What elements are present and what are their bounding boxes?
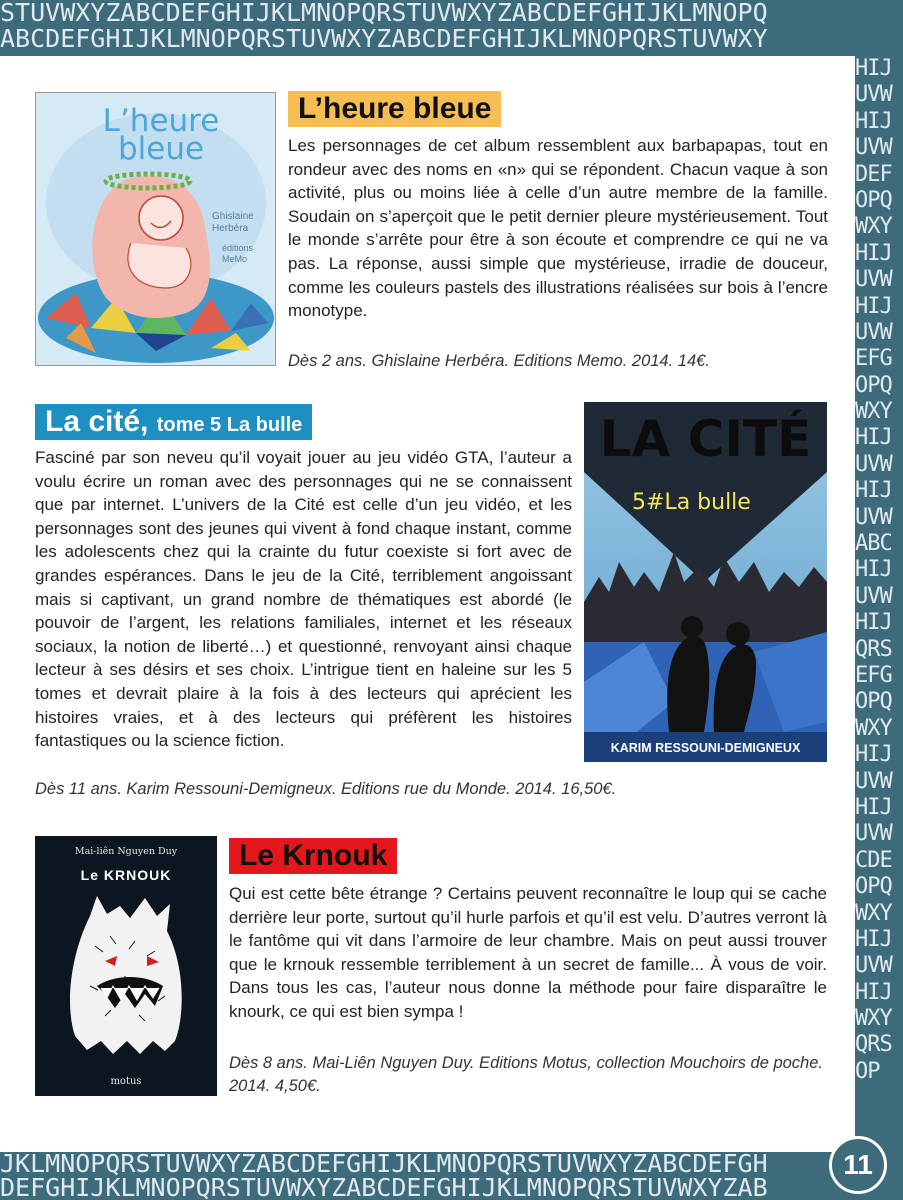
top-letter-band — [0, 0, 903, 56]
band-column-cell: ABC — [855, 531, 892, 557]
band-column-cell: WXY — [855, 715, 892, 741]
band-column-cell: HIJ — [855, 108, 892, 134]
band-column-cell: HIJ — [855, 478, 892, 504]
band-column-cell: UVW — [855, 768, 892, 794]
right-letter-band — [855, 56, 903, 1152]
book-cover-krnouk — [35, 836, 217, 1096]
book-summary: Fasciné par son neveu qu’il voyait jouer au jeu vidéo GTA, l’auteur a voulu écrire un roman avec des personnages qui ne se connaissent que par internet. L’univers de la Cité est celle d’un jeu vidéo, et les personnages sont des jeunes qui vivent à fond chaque instant, comme les adolescents chez qui la crainte du futur coexiste si fort avec de grandes espérances. Dans le jeu de la Cité, terriblement angoissant mais si captivant, un grand nombre de thématiques est abordé (le pouvoir de l’argent, les relations familiales, internet et les réseaux sociaux, la notion de liberté…) et questionné, renvoyant ainsi chaque lecteur à ses désirs et ses choix. L’intrigue tient en haleine sur les 5 tomes et devrait plaire à la fois à des lecteurs qui aprécient les histoires vraies, et à des lecteurs qui préfèrent les histoires fantastiques ou la science fiction. — [35, 448, 572, 751]
book-title-main: La cité, — [45, 405, 149, 438]
band-column-cell: UVW — [855, 504, 892, 530]
band-column-cell: HIJ — [855, 240, 892, 266]
band-column-cell: HIJ — [855, 610, 892, 636]
band-column-cell: WXY — [855, 399, 892, 425]
cover-publisher: éditions MeMo — [222, 243, 254, 264]
band-column-cell: QRS — [855, 1032, 892, 1058]
book-title: Le Krnouk — [229, 838, 397, 874]
book-summary: Qui est cette bête étrange ? Certains peuvent reconnaître le loup qui se cache derrière leur porte, surtout qu’il hurle parfois et qu’il est velu. D’autres verront là le fantôme qui vit dans l’armoire de leur chambre. Mais on peut aussi trouver que le krnouk ressemble terriblement à un secret de famille... À vous de voir. Dans tous les cas, l’auteur nous donne la méthode pour faire disparaître le knourk, ce qui est bien sympa ! — [229, 884, 827, 1021]
band-column-cell: UVW — [855, 583, 892, 609]
band-column-cell: WXY — [855, 1006, 892, 1032]
cover-subtitle: 5#La bulle — [632, 490, 751, 515]
cover-author: Ghislaine Herbéra — [212, 211, 254, 234]
band-column-cell: UVW — [855, 821, 892, 847]
cover-publisher: motus — [110, 1076, 142, 1087]
book-meta: Dès 8 ans. Mai-Liên Nguyen Duy. Editions Motus, collection Mouchoirs de poche. 2014. 4,50€. — [229, 1054, 823, 1095]
cover-author: Mai-liên Nguyen Duy — [74, 846, 178, 857]
book-meta: Dès 11 ans. Karim Ressouni-Demigneux. Editions rue du Monde. 2014. 16,50€. — [35, 780, 617, 798]
band-column-cell: HIJ — [855, 979, 892, 1005]
band-row: DEFGHIJKLMNOPQRSTUVWXYZABCDEFGHIJKLMNOPQRSTUVWXYZAB — [0, 1173, 768, 1200]
cover-title: LA CITÉ — [599, 410, 812, 468]
band-row: ABCDEFGHIJKLMNOPQRSTUVWXYZABCDEFGHIJKLMNOPQRSTUVWXY — [0, 24, 768, 53]
band-column-cell: WXY — [855, 900, 892, 926]
band-column-cell: OPQ — [855, 372, 892, 398]
band-column-cell: HIJ — [855, 425, 892, 451]
band-column-cell: OPQ — [855, 689, 892, 715]
book-cover-heure-bleue — [35, 92, 276, 366]
band-column-cell: OPQ — [855, 187, 892, 213]
band-column-cell: HIJ — [855, 557, 892, 583]
band-column-cell: EFG — [855, 346, 892, 372]
page-number: 11 — [829, 1136, 887, 1194]
band-row: JKLMNOPQRSTUVWXYZABCDEFGHIJKLMNOPQRSTUVWXYZABCDEFGH — [0, 1152, 768, 1178]
book-summary: Les personnages de cet album ressemblent aux barbapapas, tout en rondeur avec des noms en «n» qui se répondent. Chacun vaque à son activité, plus ou moins liée à celle d’un autre membre de la famille. Soudain on s’aperçoit que le petit dernier pleure mystérieusement. Tout le monde s’arrête pour être à son écoute et comprendre ce qui ne va pas. La réponse, aussi simple que mystérieuse, irradie de douceur, comme les couleurs pastels des illustrations réalisées sur bois à l’encre monotype. — [288, 136, 828, 321]
band-column-cell: CDE — [855, 847, 892, 873]
band-column-cell: UVW — [855, 267, 892, 293]
cover-title: Le KRNOUK — [80, 867, 172, 883]
band-column-cell: OP — [855, 1058, 880, 1084]
cover-author: KARIM RESSOUNI-DEMIGNEUX — [610, 741, 801, 755]
band-column-cell: HIJ — [855, 56, 892, 81]
book-title — [35, 404, 312, 440]
band-column-cell: HIJ — [855, 293, 892, 319]
band-column-cell: UVW — [855, 451, 892, 477]
page — [0, 56, 855, 1152]
bottom-letter-band — [0, 1152, 903, 1200]
band-column-cell: UVW — [855, 953, 892, 979]
band-column-cell: WXY — [855, 214, 892, 240]
band-column-cell: OPQ — [855, 874, 892, 900]
book-cover-la-cite — [584, 402, 827, 762]
band-column-cell: UVW — [855, 319, 892, 345]
band-column-cell: UVW — [855, 82, 892, 108]
band-row: STUVWXYZABCDEFGHIJKLMNOPQRSTUVWXYZABCDEFGHIJKLMNOPQ — [0, 0, 768, 27]
book-title-sub: tome 5 La bulle — [156, 414, 303, 436]
cover-title: L’heure bleue — [102, 103, 220, 167]
band-column-cell: QRS — [855, 636, 892, 662]
band-column-cell: DEF — [855, 161, 892, 187]
book-meta: Dès 2 ans. Ghislaine Herbéra. Editions Memo. 2014. 14€. — [288, 352, 710, 370]
band-column-cell: HIJ — [855, 926, 892, 952]
book-title: L’heure bleue — [288, 91, 501, 127]
band-column-cell: HIJ — [855, 794, 892, 820]
band-column-cell: EFG — [855, 662, 892, 688]
band-column-cell: HIJ — [855, 742, 892, 768]
band-column-cell: UVW — [855, 135, 892, 161]
